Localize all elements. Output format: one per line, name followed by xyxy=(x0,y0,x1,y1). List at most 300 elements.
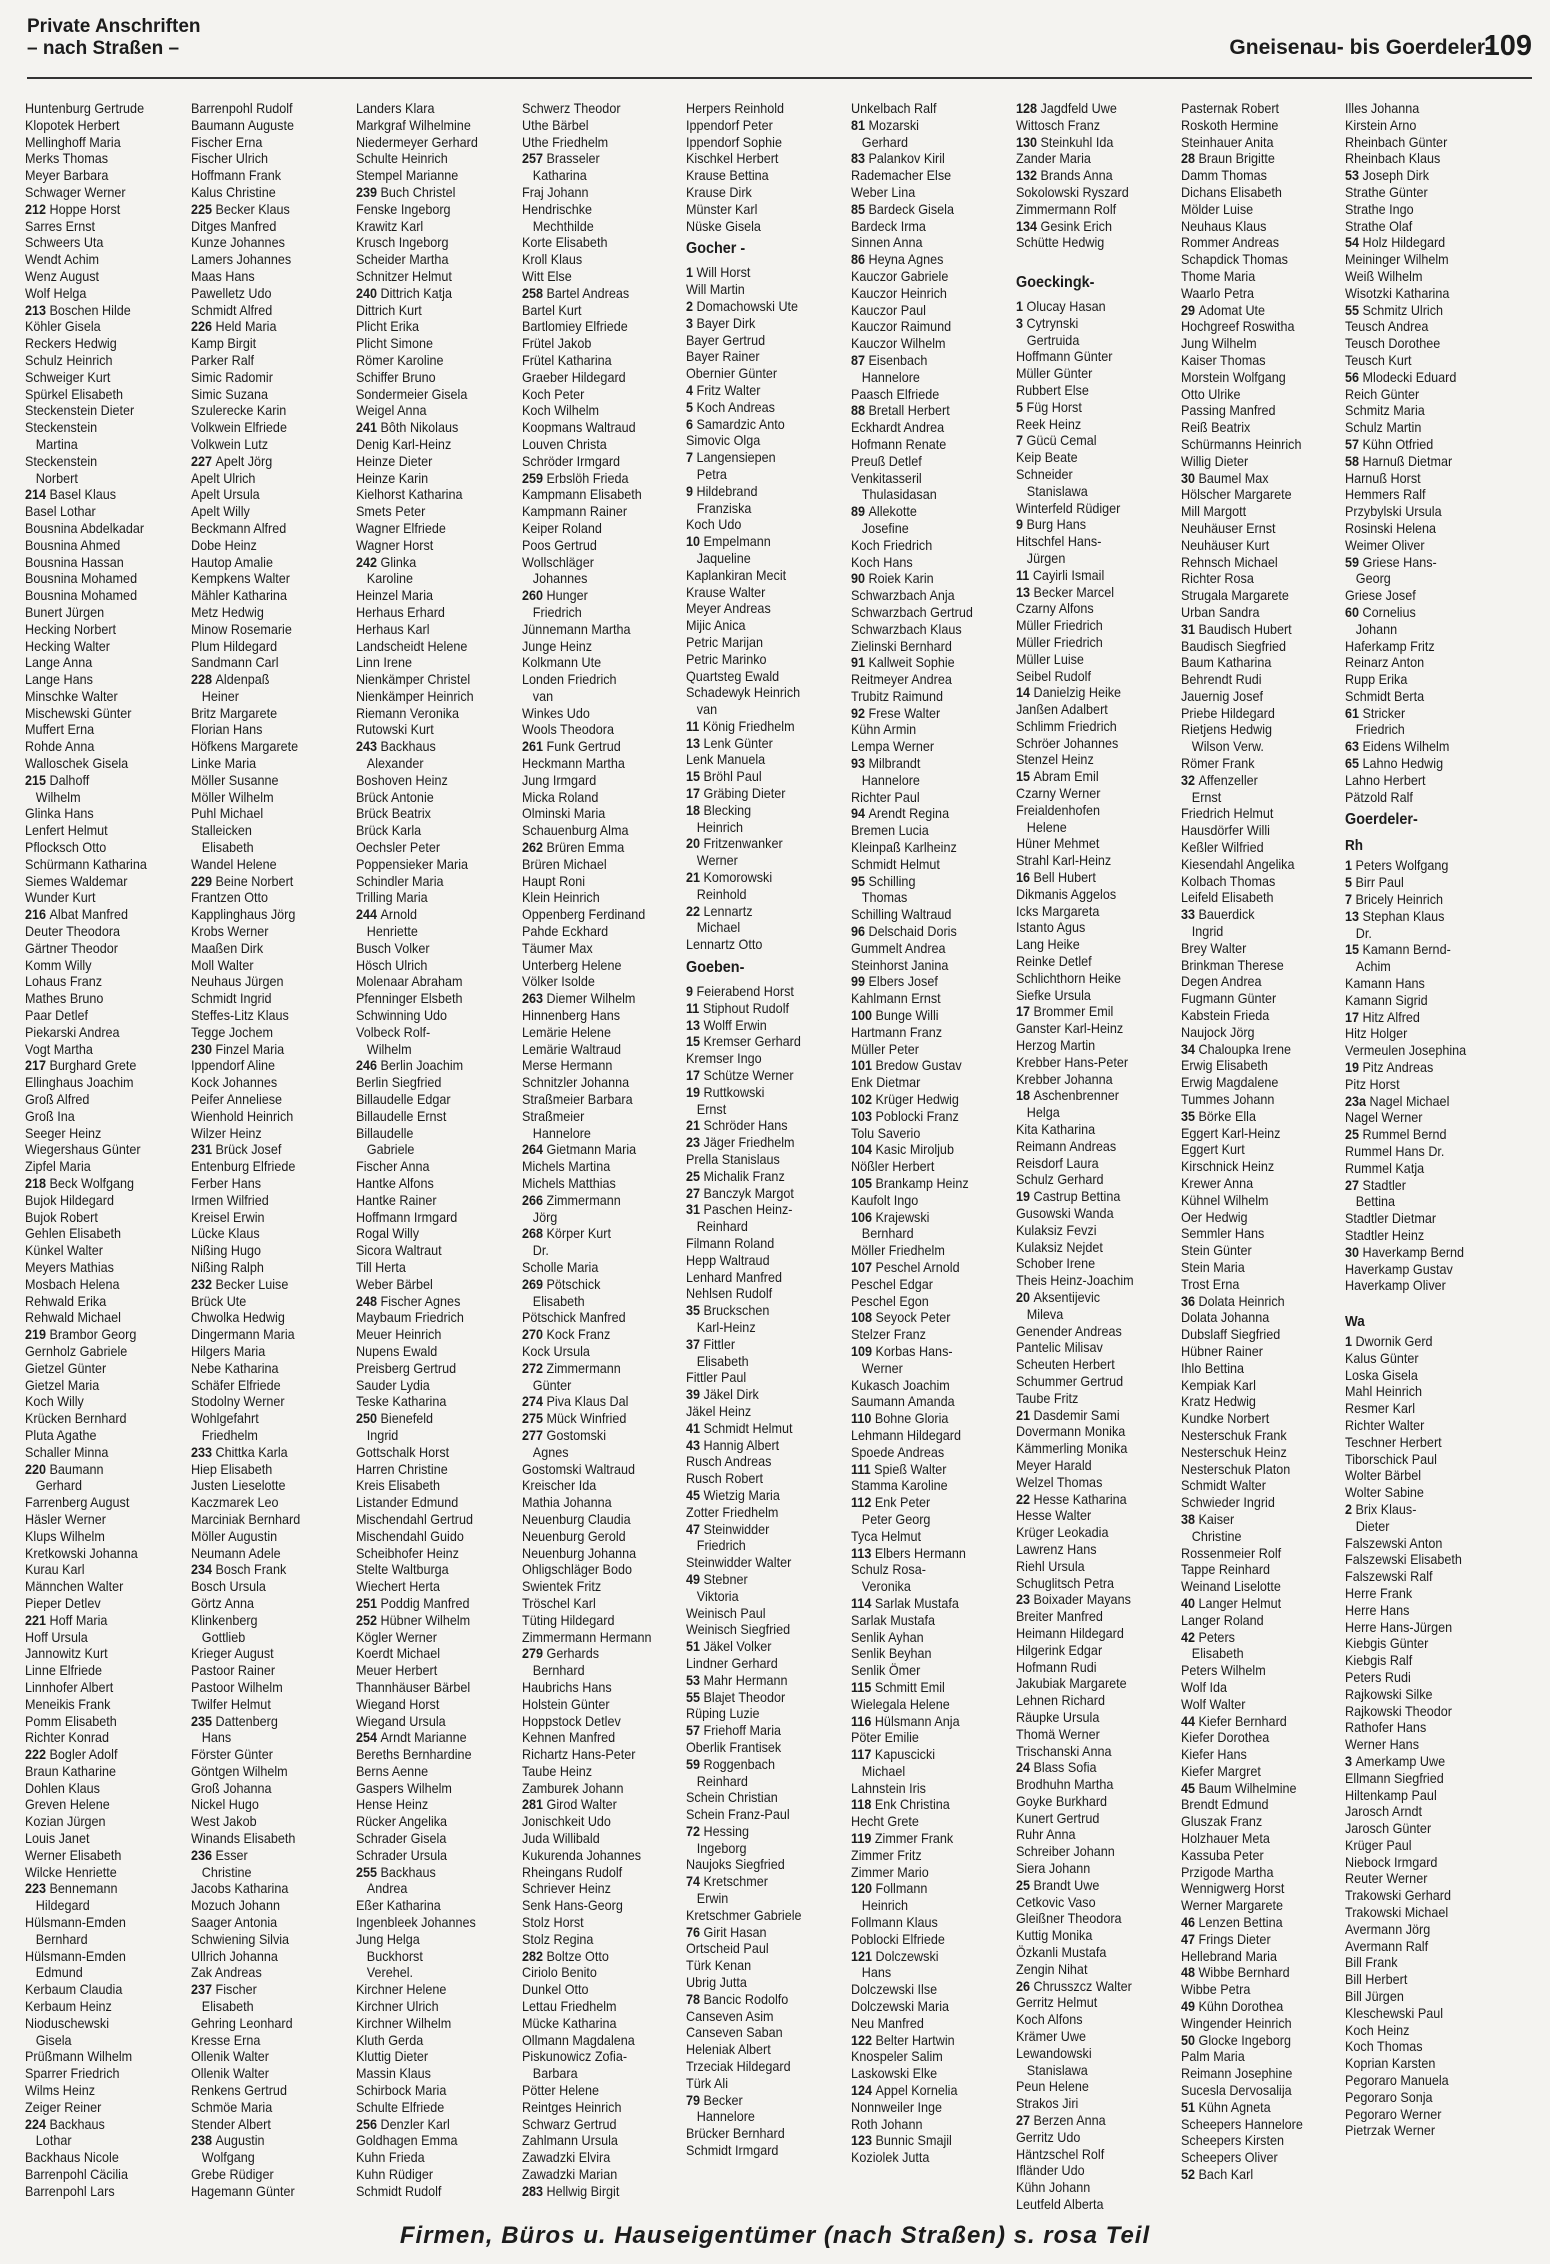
resident-entry: Rupp Erika xyxy=(1345,671,1408,688)
resident-entry: Nioduschewski xyxy=(25,2014,110,2031)
resident-entry: Kuhn Frieda xyxy=(356,2149,425,2166)
resident-entry: Trost Erna xyxy=(1181,1275,1240,1292)
house-number: 128 xyxy=(1016,100,1041,116)
resident-name: Kremser Gerhard xyxy=(703,1033,801,1050)
entry-continuation: Ernst xyxy=(696,1100,727,1117)
resident-entry: Mellinghoff Maria xyxy=(25,133,121,150)
resident-entry: Resmer Karl xyxy=(1345,1400,1416,1417)
resident-entry: Bartel Kurt xyxy=(522,301,582,318)
house-number: 52 xyxy=(1181,2166,1199,2183)
resident-entry: Lenfert Helmut xyxy=(25,822,108,839)
resident-entry: Listander Edmund xyxy=(356,1494,459,1511)
resident-entry xyxy=(1181,1931,1325,1948)
resident-entry: Siera Johann xyxy=(1016,1860,1091,1877)
resident-entry: Krieger August xyxy=(191,1645,274,1662)
resident-entry: Brück Karla xyxy=(356,822,422,839)
resident-entry: Müller Luise xyxy=(1016,650,1084,667)
resident-entry: Lemärie Waltraud xyxy=(522,1040,621,1057)
resident-entry: Neu Manfred xyxy=(851,2014,924,2031)
house-number: 47 xyxy=(686,1520,704,1537)
house-number: 65 xyxy=(1345,755,1363,772)
resident-entry xyxy=(1016,1407,1160,1424)
resident-entry: Poos Gertrud xyxy=(522,536,597,553)
resident-name: Braun Brigitte xyxy=(1198,150,1275,167)
resident-entry: Behrendt Rudi xyxy=(1181,671,1262,688)
house-number: 9 xyxy=(686,983,697,1000)
resident-name: Schütze Werner xyxy=(703,1067,794,1084)
house-number: 109 xyxy=(851,1342,876,1359)
resident-entry xyxy=(686,399,830,416)
resident-entry: Kock Ursula xyxy=(522,1342,590,1359)
resident-entry xyxy=(1181,1595,1325,1612)
entry-continuation: Ingrid xyxy=(366,1426,399,1443)
resident-entry: Brück Ute xyxy=(191,1292,247,1309)
resident-entry: Winkes Udo xyxy=(522,704,590,721)
resident-entry xyxy=(686,1134,830,1151)
resident-entry: Smets Peter xyxy=(356,503,426,520)
resident-entry xyxy=(522,990,666,1007)
resident-entry xyxy=(191,1561,335,1578)
resident-entry: Pätzold Ralf xyxy=(1345,788,1413,805)
resident-entry: Schmöe Maria xyxy=(191,2098,273,2115)
resident-entry: Hofmann Renate xyxy=(851,435,947,452)
resident-entry: Frütel Katharina xyxy=(522,351,612,368)
resident-entry: Ippendorf Peter xyxy=(686,116,773,133)
entry-continuation: Bernhard xyxy=(861,1225,914,1242)
directory-columns xyxy=(25,100,1530,2213)
district-heading: Wa xyxy=(1345,1312,1365,1330)
resident-name: Bayer Dirk xyxy=(696,314,756,331)
resident-name: Wietzig Maria xyxy=(703,1486,780,1503)
resident-entry: Ifländer Udo xyxy=(1016,2162,1085,2179)
house-number: 246 xyxy=(356,1057,381,1074)
resident-entry xyxy=(1181,2166,1325,2183)
resident-entry: Sicora Waltraut xyxy=(356,1242,442,1259)
resident-entry: Krusch Ingeborg xyxy=(356,234,449,251)
resident-entry: Stenzel Heinz xyxy=(1016,751,1094,768)
resident-entry xyxy=(686,483,830,500)
resident-entry: Mozuch Johann xyxy=(191,1897,280,1914)
resident-name: Feierabend Horst xyxy=(696,983,794,1000)
resident-entry xyxy=(1181,621,1325,638)
resident-entry xyxy=(851,1108,995,1125)
resident-entry: Breiter Manfred xyxy=(1016,1608,1103,1625)
resident-entry: Sinnen Anna xyxy=(851,234,923,251)
resident-entry xyxy=(1181,1964,1325,1981)
resident-entry: Niedermeyer Gerhard xyxy=(356,133,478,150)
house-number: 122 xyxy=(851,2031,876,2048)
resident-entry: Kabstein Frieda xyxy=(1181,1007,1270,1024)
resident-entry: Lücke Klaus xyxy=(191,1225,260,1242)
house-number: 30 xyxy=(1181,469,1199,486)
resident-name: Elbers Hermann xyxy=(874,1544,966,1561)
entry-continuation: Josefine xyxy=(861,519,909,536)
resident-name: Korbas Hans- xyxy=(875,1342,953,1359)
resident-entry: Schwarzbach Klaus xyxy=(851,620,962,637)
house-number: 244 xyxy=(356,906,381,923)
resident-name: Hübner Wilhelm xyxy=(380,1611,471,1628)
resident-entry: Kamann Hans xyxy=(1345,975,1425,992)
resident-name: Pitz Andreas xyxy=(1362,1059,1434,1076)
resident-entry: Kirschnick Heinz xyxy=(1181,1158,1275,1175)
resident-entry: Ippendorf Aline xyxy=(191,1057,276,1074)
resident-entry: Hantke Alfons xyxy=(356,1175,434,1191)
resident-entry: Wolf Walter xyxy=(1181,1695,1246,1712)
resident-entry: Heimann Hildegard xyxy=(1016,1624,1124,1641)
resident-name: Dolata Heinrich xyxy=(1198,1292,1285,1309)
directory-column xyxy=(522,100,666,2200)
house-number: 85 xyxy=(851,200,869,217)
house-number: 241 xyxy=(356,419,381,436)
house-number: 38 xyxy=(1181,1510,1199,1527)
resident-entry xyxy=(686,1638,830,1655)
resident-entry xyxy=(686,1924,830,1941)
resident-entry: Dovermann Monika xyxy=(1016,1423,1126,1440)
resident-entry: Kaufolt Ingo xyxy=(851,1191,919,1208)
resident-entry: Münster Karl xyxy=(686,200,758,217)
entry-continuation: Hannelore xyxy=(532,1124,591,1141)
resident-name: Paschen Heinz- xyxy=(703,1201,793,1218)
resident-entry: Billaudelle xyxy=(356,1124,414,1141)
resident-entry: Ollenik Walter xyxy=(191,2048,269,2065)
resident-entry: Hilgers Maria xyxy=(191,1342,266,1359)
house-number: 274 xyxy=(522,1393,547,1410)
resident-name: Seyock Peter xyxy=(875,1309,951,1326)
resident-entry xyxy=(851,1091,995,1108)
resident-entry xyxy=(851,352,995,369)
resident-entry xyxy=(191,201,335,218)
resident-entry: Kiefer Margret xyxy=(1181,1762,1261,1779)
entry-continuation: Edmund xyxy=(35,1964,83,1981)
resident-entry: Metz Hedwig xyxy=(191,603,264,620)
resident-entry: Reisdorf Laura xyxy=(1016,1154,1099,1171)
resident-entry: Schmidt Helmut xyxy=(851,855,940,872)
house-number: 218 xyxy=(25,1175,50,1191)
entry-continuation: Thulasidasan xyxy=(861,486,937,503)
directory-column xyxy=(356,100,500,2200)
resident-entry: Schweers Uta xyxy=(25,234,104,251)
resident-entry: Reimann Andreas xyxy=(1016,1137,1117,1154)
resident-entry: Schrader Gisela xyxy=(356,1830,447,1847)
resident-entry: Heinzel Maria xyxy=(356,587,434,604)
resident-entry: Krücken Bernhard xyxy=(25,1410,127,1427)
resident-name: Cornelius xyxy=(1362,603,1416,620)
entry-continuation: Jürgen xyxy=(1026,549,1066,566)
resident-entry: Kerbaum Claudia xyxy=(25,1981,123,1998)
resident-entry xyxy=(1345,436,1489,453)
resident-entry: Schummer Gertrud xyxy=(1016,1372,1124,1389)
resident-entry xyxy=(1016,768,1160,785)
house-number: 252 xyxy=(356,1611,381,1628)
resident-name: Bienefeld xyxy=(380,1410,434,1427)
resident-entry: Meyer Andreas xyxy=(686,600,771,617)
house-number: 5 xyxy=(686,398,697,415)
resident-entry: Lettau Friedhelm xyxy=(522,1998,617,2015)
resident-entry: Hautop Amalie xyxy=(191,553,273,570)
resident-entry: Heleniak Albert xyxy=(686,2041,771,2058)
resident-entry: Schwerz Theodor xyxy=(522,100,621,116)
resident-entry: Reich Günter xyxy=(1345,385,1420,402)
resident-entry xyxy=(356,1612,500,1629)
resident-entry: Zengin Nihat xyxy=(1016,1960,1088,1977)
resident-entry: Farrenberg August xyxy=(25,1494,130,1511)
resident-entry: Oer Hedwig xyxy=(1181,1208,1248,1225)
resident-entry: Krause Walter xyxy=(686,583,766,600)
resident-entry: Hilgerink Edgar xyxy=(1016,1641,1103,1658)
resident-entry xyxy=(522,1192,666,1209)
resident-entry: Riehl Ursula xyxy=(1016,1557,1085,1574)
resident-entry: Ortscheid Paul xyxy=(686,1940,769,1957)
directory-column xyxy=(1181,100,1325,2183)
resident-entry: Weinand Liselotte xyxy=(1181,1578,1281,1595)
resident-entry xyxy=(686,768,830,785)
entry-continuation: Gerhard xyxy=(861,133,909,150)
entry-continuation: Johann xyxy=(1355,620,1398,637)
resident-entry: Fittler Paul xyxy=(686,1369,747,1386)
resident-entry xyxy=(191,1713,335,1730)
street-heading: Goeben- xyxy=(686,959,745,977)
resident-entry xyxy=(686,1521,830,1538)
house-number: 17 xyxy=(686,785,704,802)
resident-entry xyxy=(1016,1591,1160,1608)
resident-entry: Schrader Ursula xyxy=(356,1846,448,1863)
resident-entry: Trakowski Gerhard xyxy=(1345,1887,1451,1904)
resident-entry: Minow Rosemarie xyxy=(191,620,292,637)
resident-name: Brandt Uwe xyxy=(1033,1876,1100,1893)
resident-entry: Wollschläger xyxy=(522,553,594,570)
entry-continuation: Agnes xyxy=(532,1443,569,1460)
resident-entry: Koopmans Waltraud xyxy=(522,419,636,436)
resident-name: Peters xyxy=(1198,1628,1235,1645)
resident-entry: Zimmer Mario xyxy=(851,1863,929,1880)
resident-entry: Niebock Irmgard xyxy=(1345,1853,1438,1870)
resident-name: Brands Anna xyxy=(1040,167,1113,184)
resident-entry: Kretkowski Johanna xyxy=(25,1544,138,1561)
resident-entry: Schwarz Gertrud xyxy=(522,2115,617,2132)
resident-name: Zimmermann xyxy=(546,1359,621,1376)
house-number: 54 xyxy=(1345,234,1363,251)
resident-entry xyxy=(851,1679,995,1696)
house-number: 114 xyxy=(851,1594,875,1611)
resident-entry: Koerdt Michael xyxy=(356,1645,441,1662)
resident-entry xyxy=(686,1487,830,1504)
resident-entry xyxy=(25,201,169,218)
resident-entry: Volbeck Rolf- xyxy=(356,1023,431,1040)
resident-entry: Nißing Hugo xyxy=(191,1242,262,1259)
entry-continuation: Gisela xyxy=(35,2031,72,2048)
resident-entry xyxy=(686,298,830,315)
district-heading: Rh xyxy=(1345,837,1363,855)
resident-entry: Graeber Hildegard xyxy=(522,368,626,385)
resident-entry: Ditges Manfred xyxy=(191,217,277,234)
resident-entry: Mahl Heinrich xyxy=(1345,1383,1423,1400)
resident-entry: Kuttig Monika xyxy=(1016,1927,1093,1944)
page-number: 109 xyxy=(1483,30,1532,62)
entry-continuation: Lothar xyxy=(35,2132,72,2149)
house-number: 7 xyxy=(1345,891,1356,908)
resident-entry xyxy=(686,1689,830,1706)
resident-entry xyxy=(1016,432,1160,449)
resident-entry xyxy=(851,1410,995,1427)
house-number: 31 xyxy=(686,1201,704,1218)
house-number: 251 xyxy=(356,1594,381,1611)
entry-continuation: Achim xyxy=(1355,958,1391,975)
entry-continuation: Jörg xyxy=(532,1208,558,1225)
resident-entry xyxy=(25,772,169,789)
resident-entry: Frütel Jakob xyxy=(522,335,592,352)
resident-entry: Palm Maria xyxy=(1181,2048,1245,2065)
house-number: 27 xyxy=(1345,1176,1363,1193)
resident-entry xyxy=(356,1864,500,1881)
resident-entry: Scholle Maria xyxy=(522,1258,599,1275)
resident-entry: Brey Walter xyxy=(1181,939,1247,956)
resident-entry xyxy=(191,1141,335,1158)
entry-continuation: Friedrich xyxy=(1355,721,1405,738)
resident-entry: Müller Friedrich xyxy=(1016,617,1103,634)
house-number: 31 xyxy=(1181,620,1199,637)
house-number: 47 xyxy=(1181,1930,1199,1947)
resident-entry: Nupens Ewald xyxy=(356,1342,438,1359)
entry-continuation: Karl-Heinz xyxy=(696,1318,756,1335)
resident-entry: Juda Willibald xyxy=(522,1830,600,1847)
resident-entry xyxy=(191,1041,335,1058)
resident-entry: Gummelt Andrea xyxy=(851,939,946,956)
resident-entry: Louis Janet xyxy=(25,1830,90,1847)
resident-entry xyxy=(1181,1293,1325,1310)
resident-entry xyxy=(1016,516,1160,533)
resident-entry: Weber Bärbel xyxy=(356,1275,433,1292)
resident-entry: Leifeld Elisabeth xyxy=(1181,889,1274,906)
entry-continuation: Peter Georg xyxy=(861,1510,931,1527)
resident-entry: Fugmann Günter xyxy=(1181,990,1277,1007)
resident-entry: Spürkel Elisabeth xyxy=(25,385,124,402)
resident-name: Brüren Emma xyxy=(546,839,625,856)
resident-entry: Brüren Michael xyxy=(522,855,607,872)
house-number: 272 xyxy=(522,1359,547,1376)
resident-entry: Bayer Rainer xyxy=(686,348,760,365)
house-number: 231 xyxy=(191,1141,216,1158)
resident-entry: Özkanli Mustafa xyxy=(1016,1944,1107,1961)
resident-name: Mlodecki Eduard xyxy=(1362,368,1457,385)
resident-name: Augustin xyxy=(215,2132,265,2149)
resident-entry: Ganster Karl-Heinz xyxy=(1016,1020,1124,1037)
resident-entry: Poppensieker Maria xyxy=(356,855,469,872)
resident-entry xyxy=(1345,857,1489,874)
resident-entry: Hagemann Günter xyxy=(191,2182,295,2199)
resident-entry: Reimann Josephine xyxy=(1181,2065,1293,2082)
resident-entry: Rehwald Erika xyxy=(25,1292,107,1309)
resident-entry: Gernholz Gabriele xyxy=(25,1342,128,1359)
resident-entry: Wennigwerg Horst xyxy=(1181,1880,1285,1897)
resident-entry: Rummel Hans Dr. xyxy=(1345,1143,1445,1160)
resident-entry: Lange Hans xyxy=(25,671,93,688)
resident-entry: Gostomski Waltraud xyxy=(522,1460,635,1477)
directory-column xyxy=(851,100,995,2166)
resident-entry: Boshoven Heinz xyxy=(356,771,448,788)
resident-name: Aschenbrenner xyxy=(1033,1087,1119,1104)
resident-entry xyxy=(1181,1041,1325,1058)
entry-continuation: Mileva xyxy=(1026,1305,1064,1322)
resident-entry: Kirchner Ulrich xyxy=(356,1998,439,2015)
resident-entry: Rommer Andreas xyxy=(1181,234,1280,251)
resident-entry: Damm Thomas xyxy=(1181,167,1267,184)
house-number: 16 xyxy=(1016,869,1034,886)
resident-entry: Saumann Amanda xyxy=(851,1393,955,1410)
resident-entry: Wiegershaus Günter xyxy=(25,1141,141,1158)
resident-name: Chaloupka Irene xyxy=(1198,1040,1291,1057)
resident-entry: Markgraf Wilhelmine xyxy=(356,116,471,133)
resident-entry: Schürmann Katharina xyxy=(25,855,147,872)
house-number: 3 xyxy=(1016,314,1027,331)
resident-entry: Hepp Waltraud xyxy=(686,1251,770,1268)
house-number: 221 xyxy=(25,1611,50,1628)
resident-entry xyxy=(1181,1914,1325,1931)
resident-entry: Völker Isolde xyxy=(522,973,595,990)
house-number: 104 xyxy=(851,1141,876,1158)
resident-entry: Baudisch Siegfried xyxy=(1181,637,1287,654)
resident-name: Castrup Bettina xyxy=(1033,1188,1121,1205)
resident-entry: Herre Frank xyxy=(1345,1584,1413,1601)
resident-entry: Schwarzbach Anja xyxy=(851,587,955,604)
resident-name: Mahr Hermann xyxy=(703,1671,788,1688)
resident-entry: Peschel Egon xyxy=(851,1292,929,1309)
resident-entry: Kulaksiz Fevzi xyxy=(1016,1221,1097,1238)
house-number: 1 xyxy=(1016,297,1027,314)
resident-name: Brück Josef xyxy=(215,1141,282,1158)
resident-entry xyxy=(356,1595,500,1612)
resident-entry: Till Herta xyxy=(356,1258,406,1275)
resident-entry: Nonnweiler Inge xyxy=(851,2098,943,2115)
resident-entry: Meyer Barbara xyxy=(25,167,109,184)
resident-name: Schmitz Ulrich xyxy=(1362,301,1444,318)
resident-name: Burg Hans xyxy=(1026,516,1087,533)
resident-name: Hülsmann Anja xyxy=(874,1712,960,1729)
resident-entry: Rademacher Else xyxy=(851,167,952,184)
resident-name: Füg Horst xyxy=(1026,398,1082,415)
resident-entry xyxy=(25,302,169,319)
resident-entry: Reintges Heinrich xyxy=(522,2098,622,2115)
resident-entry: Kita Katharina xyxy=(1016,1121,1096,1138)
resident-entry: Hesse Walter xyxy=(1016,1507,1092,1524)
resident-entry: Reek Heinz xyxy=(1016,415,1082,432)
resident-entry: Schröer Johannes xyxy=(1016,734,1119,751)
resident-entry: Krewer Anna xyxy=(1181,1175,1254,1191)
resident-entry: Dohlen Klaus xyxy=(25,1779,100,1796)
resident-entry xyxy=(1016,1188,1160,1205)
resident-entry: Schnitzler Johanna xyxy=(522,1074,630,1091)
house-number: 23a xyxy=(1345,1092,1370,1109)
resident-entry: Kulaksiz Nejdet xyxy=(1016,1238,1103,1255)
resident-entry: Louven Christa xyxy=(522,435,607,452)
resident-entry xyxy=(191,453,335,470)
entry-continuation xyxy=(1016,251,1160,268)
resident-entry xyxy=(1345,738,1489,755)
resident-entry: Lamers Johannes xyxy=(191,251,292,268)
resident-entry: Förster Günter xyxy=(191,1746,273,1763)
resident-entry: Barrenpohl Cäcilia xyxy=(25,2166,128,2183)
resident-entry: Schuglitsch Petra xyxy=(1016,1574,1115,1591)
resident-entry: Hendrischke xyxy=(522,200,593,217)
resident-entry: Rüping Luzie xyxy=(686,1705,760,1722)
resident-entry: Schober Irene xyxy=(1016,1255,1096,1272)
resident-entry: Moll Walter xyxy=(191,956,254,973)
resident-entry: Wolter Sabine xyxy=(1345,1484,1424,1501)
resident-entry: Werner Elisabeth xyxy=(25,1846,122,1863)
resident-entry xyxy=(686,315,830,332)
resident-entry: Lahno Herbert xyxy=(1345,771,1426,788)
resident-entry: Schmidt Walter xyxy=(1181,1477,1266,1494)
resident-entry xyxy=(686,264,830,281)
